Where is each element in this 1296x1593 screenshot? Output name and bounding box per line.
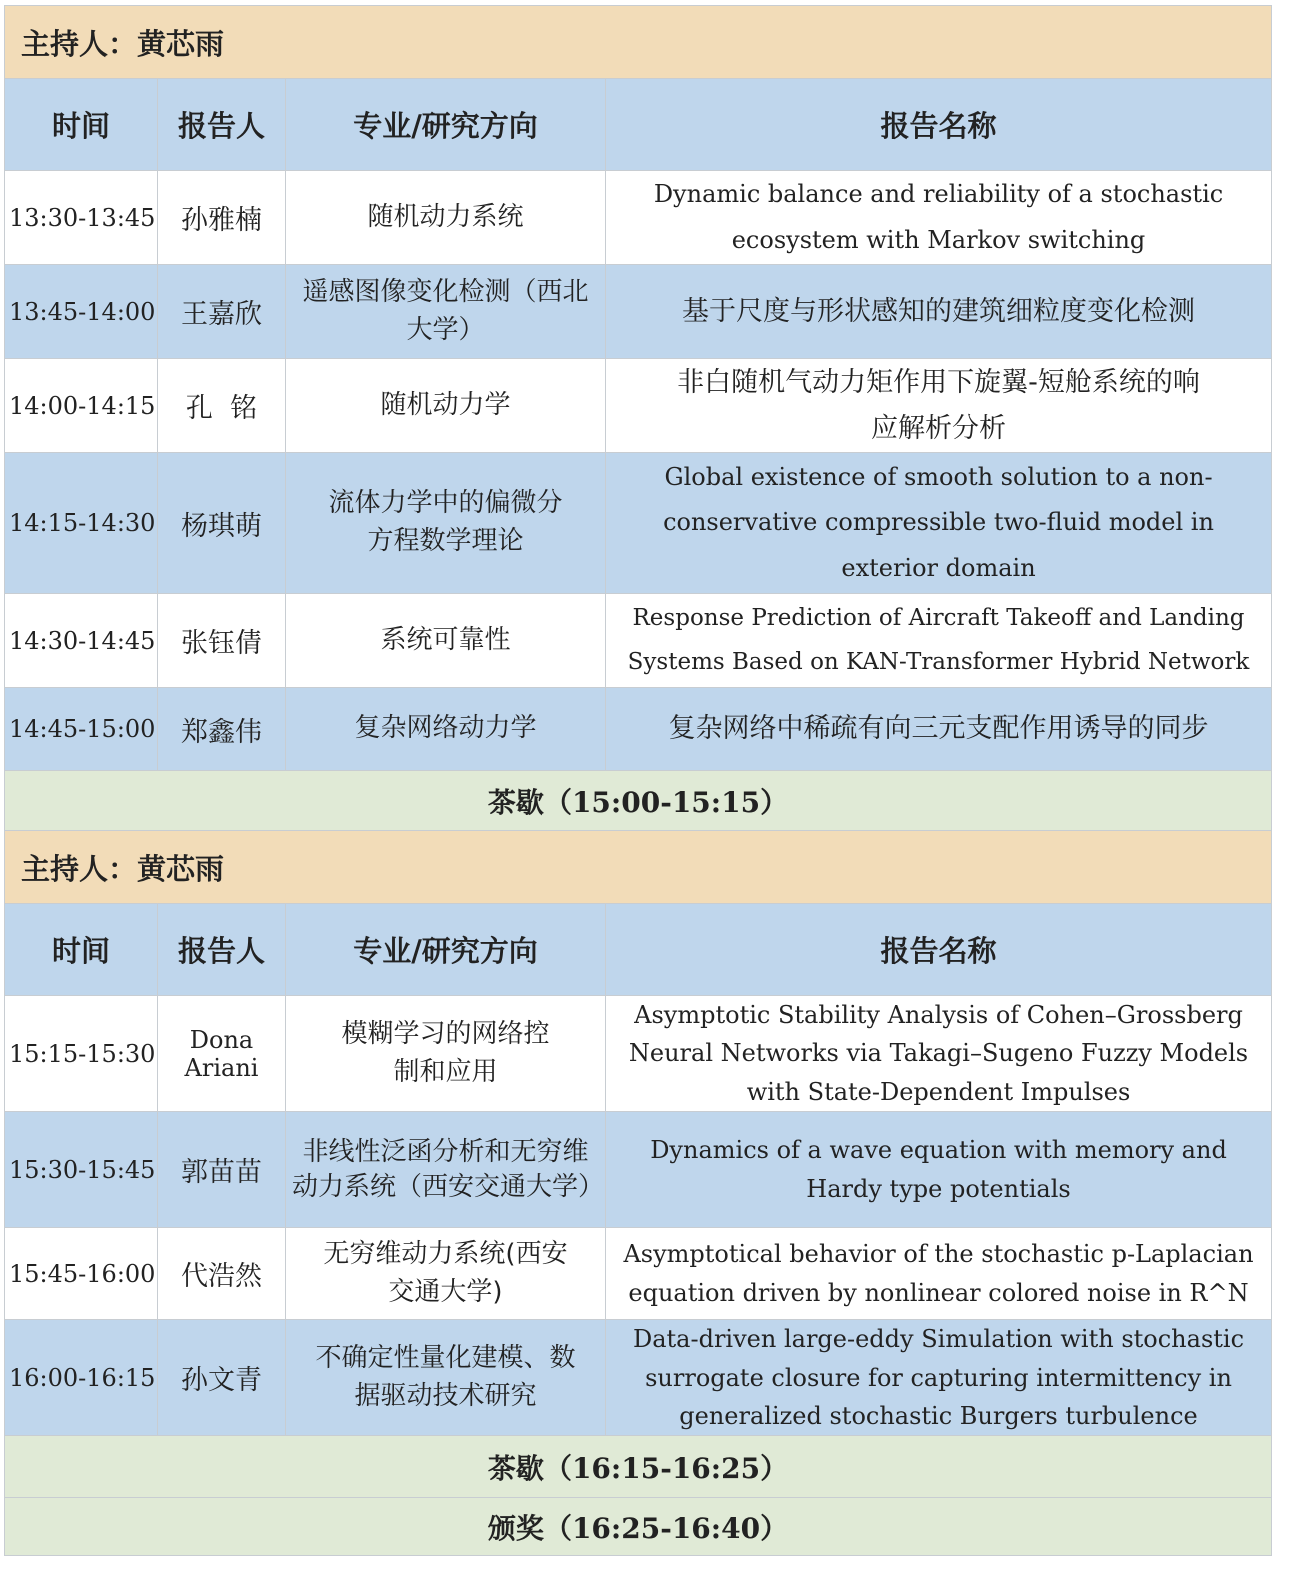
session-host-row [5,831,1272,904]
header-speaker: 报告人 [158,79,286,171]
talk-title: 基于尺度与形状感知的建筑细粒度变化检测 [606,265,1272,359]
talk-time: 16:00-16:15 [5,1320,158,1436]
break-cell [5,1436,1272,1498]
talk-title: Dynamics of a wave equation with memory and Hardy type potentials [606,1112,1272,1228]
talk-time: 14:15-14:30 [5,453,158,594]
talk-speaker: 郭苗苗 [158,1112,286,1228]
talk-title: Dynamic balance and reliability of a stochastic ecosystem with Markov switching [606,171,1272,265]
talk-title: 非白随机气动力矩作用下旋翼-短舱系统的响应解析分析 [606,359,1272,453]
session-host: 主持人：黄芯雨 [5,6,1272,79]
talk-field: 随机动力学 [286,359,606,453]
talk-speaker: 杨琪萌 [158,453,286,594]
talk-title: Global existence of smooth solution to a non-conservative compressible two-fluid model in exterior domain [606,453,1272,594]
table-row [5,688,1272,771]
break-label: 茶歇 [487,785,544,819]
talk-time: 15:30-15:45 [5,1112,158,1228]
table-row [5,359,1272,453]
session-host-row [5,6,1272,79]
header-title: 报告名称 [606,904,1272,996]
talk-field: 系统可靠性 [286,594,606,688]
table-row [5,1112,1272,1228]
talk-field: 复杂网络动力学 [286,688,606,771]
talk-speaker: 张钰倩 [158,594,286,688]
talk-time: 15:45-16:00 [5,1228,158,1320]
talk-title: Asymptotical behavior of the stochastic p-Laplacian equation driven by nonlinear colored noise in R^N [606,1228,1272,1320]
talk-title: 复杂网络中稀疏有向三元支配作用诱导的同步 [606,688,1272,771]
break-time: （15:00-15:15） [543,785,789,819]
talk-field: 非线性泛函分析和无穷维动力系统（西安交通大学） [286,1112,606,1228]
header-field: 专业/研究方向 [286,79,606,171]
break-time: （16:15-16:25） [543,1451,789,1485]
schedule-table [4,5,1272,1556]
talk-time: 13:30-13:45 [5,171,158,265]
talk-time: 14:45-15:00 [5,688,158,771]
talk-title: Asymptotic Stability Analysis of Cohen–Grossberg Neural Networks via Takagi–Sugeno Fuzzy Models with State-Dependent Impulses [606,996,1272,1112]
table-row [5,265,1272,359]
session-host: 主持人：黄芯雨 [5,831,1272,904]
table-row [5,1320,1272,1436]
award-cell [5,1498,1272,1556]
award-time: （16:25-16:40） [543,1511,789,1545]
table-header-row [5,904,1272,996]
talk-speaker: 孙雅楠 [158,171,286,265]
break-label: 茶歇 [487,1451,544,1485]
break-cell [5,771,1272,831]
table-header-row [5,79,1272,171]
talk-time: 15:15-15:30 [5,996,158,1112]
talk-speaker: 王嘉欣 [158,265,286,359]
talk-speaker: 孙文青 [158,1320,286,1436]
header-speaker: 报告人 [158,904,286,996]
talk-field: 随机动力系统 [286,171,606,265]
header-time: 时间 [5,904,158,996]
talk-field: 不确定性量化建模、数据驱动技术研究 [286,1320,606,1436]
talk-time: 14:00-14:15 [5,359,158,453]
talk-field: 无穷维动力系统(西安交通大学) [286,1228,606,1320]
talk-title: Data-driven large-eddy Simulation with stochastic surrogate closure for capturing intermittency in generalized stochastic Burgers turbulence [606,1320,1272,1436]
award-row [5,1498,1272,1556]
table-row [5,453,1272,594]
header-field: 专业/研究方向 [286,904,606,996]
talk-field: 模糊学习的网络控制和应用 [286,996,606,1112]
table-row [5,594,1272,688]
talk-title: Response Prediction of Aircraft Takeoff and Landing Systems Based on KAN-Transformer Hybrid Network [606,594,1272,688]
table-row [5,1228,1272,1320]
talk-speaker: 孔 铭 [158,359,286,453]
talk-time: 14:30-14:45 [5,594,158,688]
award-label: 颁奖 [487,1511,544,1545]
header-title: 报告名称 [606,79,1272,171]
talk-speaker: Dona Ariani [158,996,286,1112]
break-row [5,1436,1272,1498]
talk-time: 13:45-14:00 [5,265,158,359]
header-time: 时间 [5,79,158,171]
talk-speaker: 代浩然 [158,1228,286,1320]
talk-field: 遥感图像变化检测（西北大学） [286,265,606,359]
talk-speaker: 郑鑫伟 [158,688,286,771]
table-row [5,171,1272,265]
talk-field: 流体力学中的偏微分方程数学理论 [286,453,606,594]
table-row [5,996,1272,1112]
break-row [5,771,1272,831]
